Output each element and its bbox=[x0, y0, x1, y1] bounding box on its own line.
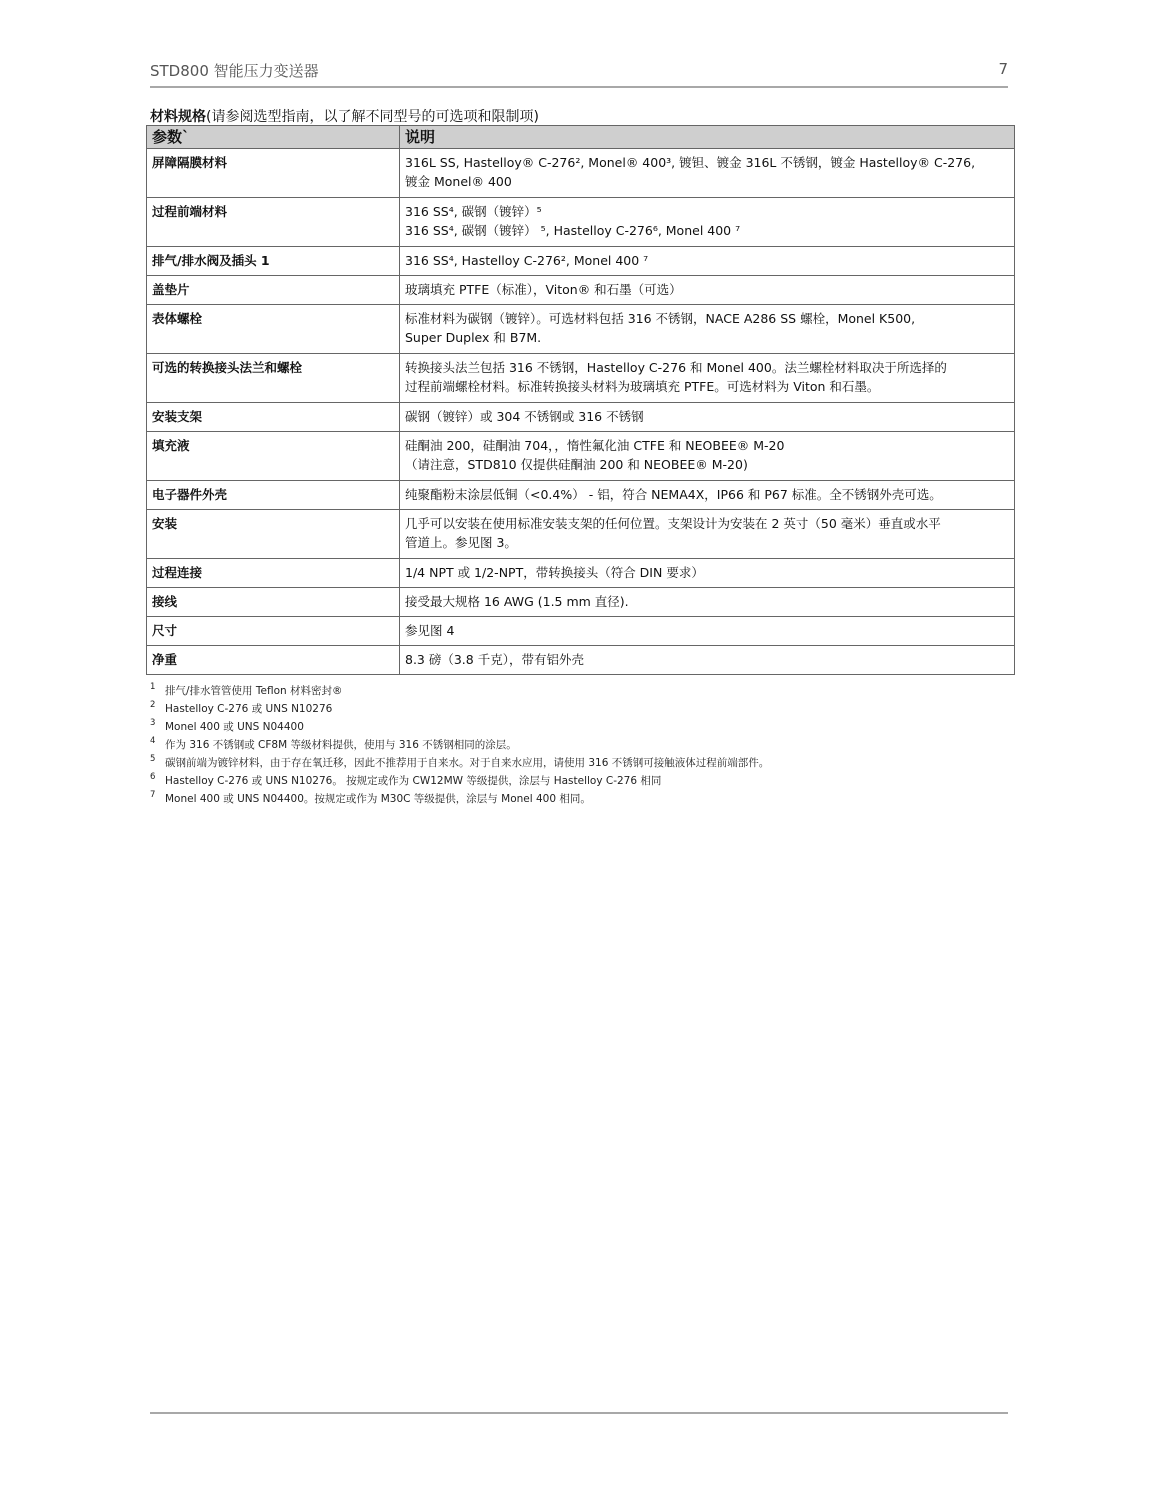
footer-rule bbox=[150, 1412, 1008, 1414]
row-description bbox=[400, 481, 1015, 510]
description-line: 参见图 4 bbox=[405, 623, 455, 638]
description-line: 316 SS⁴, 碳钢（镀锌）⁵ bbox=[405, 204, 542, 219]
row-parameter: 净重 bbox=[147, 646, 400, 675]
footnote-text: Monel 400 或 UNS N04400 bbox=[165, 721, 304, 733]
table-row bbox=[147, 198, 1015, 247]
table-row bbox=[147, 510, 1015, 559]
row-description bbox=[400, 276, 1015, 305]
row-parameter: 过程连接 bbox=[147, 559, 400, 588]
description-line: 硅酮油 200，硅酮油 704，，惰性氟化油 CTFE 和 NEOBEE® M-20 bbox=[405, 438, 785, 453]
row-description bbox=[400, 617, 1015, 646]
row-parameter: 过程前端材料 bbox=[147, 198, 400, 247]
description-line: 1/4 NPT 或 1/2-NPT，带转换接头（符合 DIN 要求） bbox=[405, 565, 704, 580]
footnote-number: 4 bbox=[150, 736, 156, 746]
table-row bbox=[147, 149, 1015, 198]
table-row bbox=[147, 354, 1015, 403]
description-line: 纯聚酯粉末涂层低铜（<0.4%） - 铝，符合 NEMA4X，IP66 和 P67 标准。全不锈钢外壳可选。 bbox=[405, 487, 942, 502]
page-number: 7 bbox=[998, 60, 1008, 78]
row-description bbox=[400, 588, 1015, 617]
material-spec-table bbox=[146, 125, 1015, 675]
row-description bbox=[400, 149, 1015, 198]
row-parameter: 表体螺栓 bbox=[147, 305, 400, 354]
row-description bbox=[400, 432, 1015, 481]
row-description bbox=[400, 510, 1015, 559]
row-parameter: 填充液 bbox=[147, 432, 400, 481]
footnote bbox=[150, 790, 1010, 808]
description-line: 316L SS, Hastelloy® C-276², Monel® 400³, 镀钽、镀金 316L 不锈钢，镀金 Hastelloy® C-276, bbox=[405, 155, 976, 170]
footnote-number: 2 bbox=[150, 700, 156, 710]
footnote bbox=[150, 736, 1010, 754]
column-header-parameter: 参数` bbox=[147, 126, 400, 149]
description-line: 玻璃填充 PTFE（标准），Viton® 和石墨（可选） bbox=[405, 282, 682, 297]
row-description bbox=[400, 247, 1015, 276]
row-parameter: 尺寸 bbox=[147, 617, 400, 646]
row-parameter: 安装支架 bbox=[147, 403, 400, 432]
description-line: 接受最大规格 16 AWG (1.5 mm 直径). bbox=[405, 594, 629, 609]
table-row bbox=[147, 403, 1015, 432]
row-parameter: 屏障隔膜材料 bbox=[147, 149, 400, 198]
footnote-text: Monel 400 或 UNS N04400。按规定或作为 M30C 等级提供，涂层与 Monel 400 相同。 bbox=[165, 793, 591, 805]
row-description bbox=[400, 198, 1015, 247]
description-line: 转换接头法兰包括 316 不锈钢，Hastelloy C-276 和 Monel 400。法兰螺栓材料取决于所选择的 bbox=[405, 360, 947, 375]
row-parameter: 安装 bbox=[147, 510, 400, 559]
row-parameter: 盖垫片 bbox=[147, 276, 400, 305]
row-description bbox=[400, 403, 1015, 432]
row-parameter: 可选的转换接头法兰和螺栓 bbox=[147, 354, 400, 403]
footnote-number: 3 bbox=[150, 718, 156, 728]
table-row bbox=[147, 432, 1015, 481]
description-line: （请注意，STD810 仅提供硅酮油 200 和 NEOBEE® M-20) bbox=[405, 457, 748, 472]
table-row bbox=[147, 247, 1015, 276]
table-header-row bbox=[147, 126, 1015, 149]
description-line: 过程前端螺栓材料。标准转换接头材料为玻璃填充 PTFE。可选材料为 Viton 和石墨。 bbox=[405, 379, 880, 394]
footnote-text: Hastelloy C-276 或 UNS N10276 bbox=[165, 703, 333, 715]
footnote bbox=[150, 700, 1010, 718]
document-title: STD800 智能压力变送器 bbox=[150, 62, 319, 80]
description-line: 316 SS⁴, 碳钢（镀锌） ⁵, Hastelloy C-276⁶, Monel 400 ⁷ bbox=[405, 223, 741, 238]
row-description bbox=[400, 646, 1015, 675]
footnote-text: 作为 316 不锈钢或 CF8M 等级材料提供，使用与 316 不锈钢相同的涂层。 bbox=[165, 739, 517, 751]
footnote-text: Hastelloy C-276 或 UNS N10276。 按规定或作为 CW12MW 等级提供，涂层与 Hastelloy C-276 相同 bbox=[165, 775, 662, 787]
column-header-description: 说明 bbox=[400, 126, 1015, 149]
footnote bbox=[150, 718, 1010, 736]
footnote-number: 6 bbox=[150, 772, 156, 782]
section-title-note: (请参阅选型指南，以了解不同型号的可选项和限制项) bbox=[206, 109, 539, 125]
footnotes bbox=[150, 682, 1010, 808]
table-row bbox=[147, 617, 1015, 646]
description-line: 标准材料为碳钢（镀锌）。可选材料包括 316 不锈钢，NACE A286 SS 螺栓，Monel K500, bbox=[405, 311, 916, 326]
description-line: 镀金 Monel® 400 bbox=[405, 174, 512, 189]
section-title bbox=[150, 106, 539, 126]
footnote-number: 7 bbox=[150, 790, 156, 800]
table-row bbox=[147, 276, 1015, 305]
footnote-number: 5 bbox=[150, 754, 156, 764]
section-title-bold: 材料规格 bbox=[150, 109, 206, 125]
footnote-text: 排气/排水管管使用 Teflon 材料密封® bbox=[165, 685, 343, 697]
table-row bbox=[147, 305, 1015, 354]
footnote bbox=[150, 682, 1010, 700]
table-row bbox=[147, 559, 1015, 588]
footnote bbox=[150, 772, 1010, 790]
footnote-text: 碳钢前端为镀锌材料，由于存在氧迁移，因此不推荐用于自来水。对于自来水应用，请使用 316 不锈钢可接触液体过程前端部件。 bbox=[165, 757, 770, 769]
row-parameter: 排气/排水阀及插头 1 bbox=[147, 247, 400, 276]
row-description bbox=[400, 305, 1015, 354]
table-row bbox=[147, 646, 1015, 675]
description-line: 管道上。参见图 3。 bbox=[405, 535, 517, 550]
description-line: Super Duplex 和 B7M. bbox=[405, 330, 542, 345]
description-line: 碳钢（镀锌）或 304 不锈钢或 316 不锈钢 bbox=[405, 409, 644, 424]
table-row bbox=[147, 588, 1015, 617]
row-parameter: 接线 bbox=[147, 588, 400, 617]
footnote bbox=[150, 754, 1010, 772]
table-row bbox=[147, 481, 1015, 510]
description-line: 几乎可以安装在使用标准安装支架的任何位置。支架设计为安装在 2 英寸（50 毫米）垂直或水平 bbox=[405, 516, 941, 531]
row-description bbox=[400, 559, 1015, 588]
description-line: 316 SS⁴, Hastelloy C-276², Monel 400 ⁷ bbox=[405, 253, 649, 268]
row-description bbox=[400, 354, 1015, 403]
page-header bbox=[150, 60, 1008, 88]
footnote-number: 1 bbox=[150, 682, 156, 692]
row-parameter: 电子器件外壳 bbox=[147, 481, 400, 510]
description-line: 8.3 磅（3.8 千克），带有铝外壳 bbox=[405, 652, 584, 667]
